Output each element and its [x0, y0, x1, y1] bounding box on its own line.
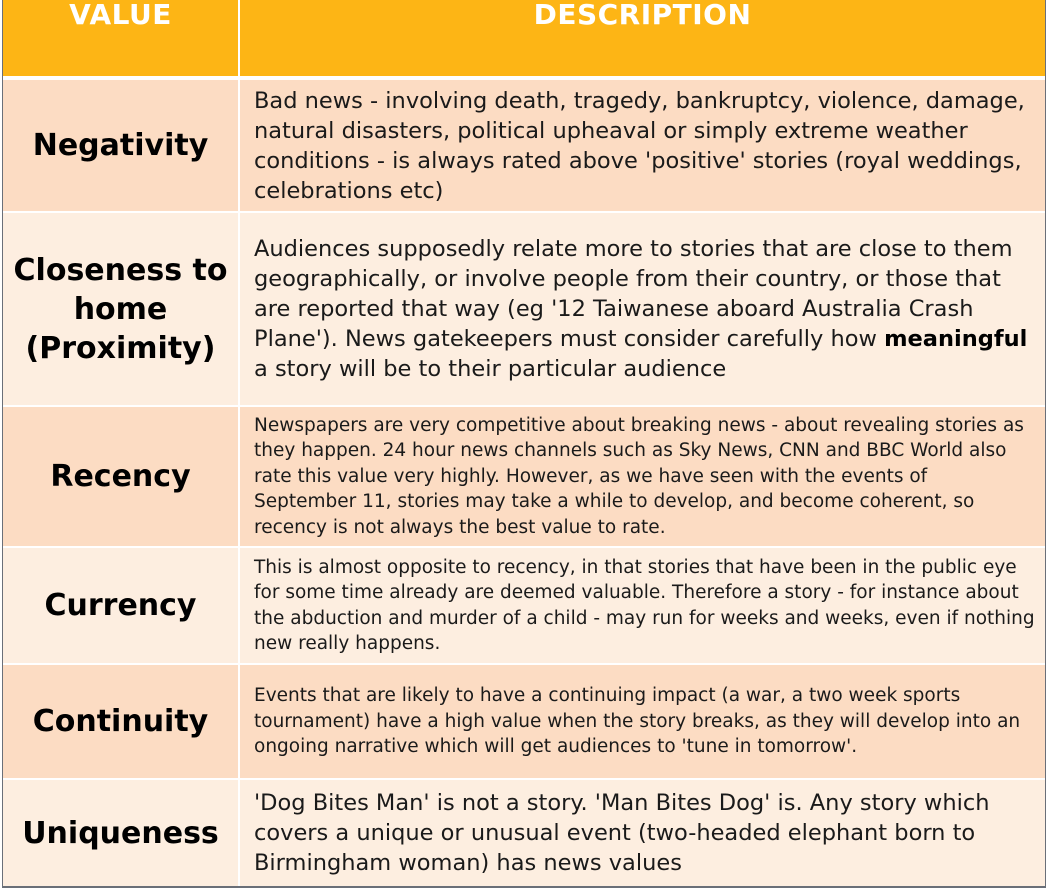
description-cell: 'Dog Bites Man' is not a story. 'Man Bites Dog' is. Any story which covers a unique or unusual event (two-headed elephant born to Birmingham woman) has news values — [239, 779, 1045, 886]
value-cell: Recency — [3, 406, 239, 547]
value-cell: Closeness to home (Proximity) — [3, 212, 239, 406]
header-description-label: DESCRIPTION — [533, 0, 752, 31]
news-values-table — [3, 0, 1045, 886]
value-cell: Currency — [3, 547, 239, 664]
value-cell: Continuity — [3, 664, 239, 779]
description-cell: Bad news - involving death, tragedy, bankruptcy, violence, damage, natural disasters, political upheaval or simply extreme weather conditions - is always rated above 'positive' stories (royal weddings, celebrations etc) — [239, 78, 1045, 212]
description-cell: This is almost opposite to recency, in that stories that have been in the public eye for some time already are deemed valuable. Therefore a story - for instance about the abduction and murder of a child - may run for weeks and weeks, even if nothing new really happens. — [239, 547, 1045, 664]
description-cell: Newspapers are very competitive about breaking news - about revealing stories as they happen. 24 hour news channels such as Sky News, CNN and BBC World also rate this value very highly. However, as we have seen with the events of September 11, stories may take a while to develop, and become coherent, so recency is not always the best value to rate. — [239, 406, 1045, 547]
table-row — [3, 212, 1045, 406]
table-header-row — [3, 0, 1045, 78]
table-row — [3, 664, 1045, 779]
description-text: Audiences supposedly relate more to stories that are close to them geographically, or involve people from their country, or those that are reported that way (eg '12 Taiwanese aboard Australia Crash Plane'). News gatekeepers must consider carefully how — [254, 236, 1013, 352]
value-cell: Uniqueness — [3, 779, 239, 886]
header-value-label: VALUE — [69, 0, 172, 31]
description-text: a story will be to their particular audience — [254, 356, 727, 382]
description-cell — [239, 212, 1045, 406]
header-description — [239, 0, 1045, 78]
table-row — [3, 78, 1045, 212]
table-row — [3, 406, 1045, 547]
table-row — [3, 779, 1045, 886]
header-value — [3, 0, 239, 78]
value-cell: Negativity — [3, 78, 239, 212]
description-cell: Events that are likely to have a continuing impact (a war, a two week sports tournament) have a high value when the story breaks, as they will develop into an ongoing narrative which will get audiences to 'tune in tomorrow'. — [239, 664, 1045, 779]
table-row — [3, 547, 1045, 664]
description-emphasis: meaningful — [884, 326, 1028, 352]
